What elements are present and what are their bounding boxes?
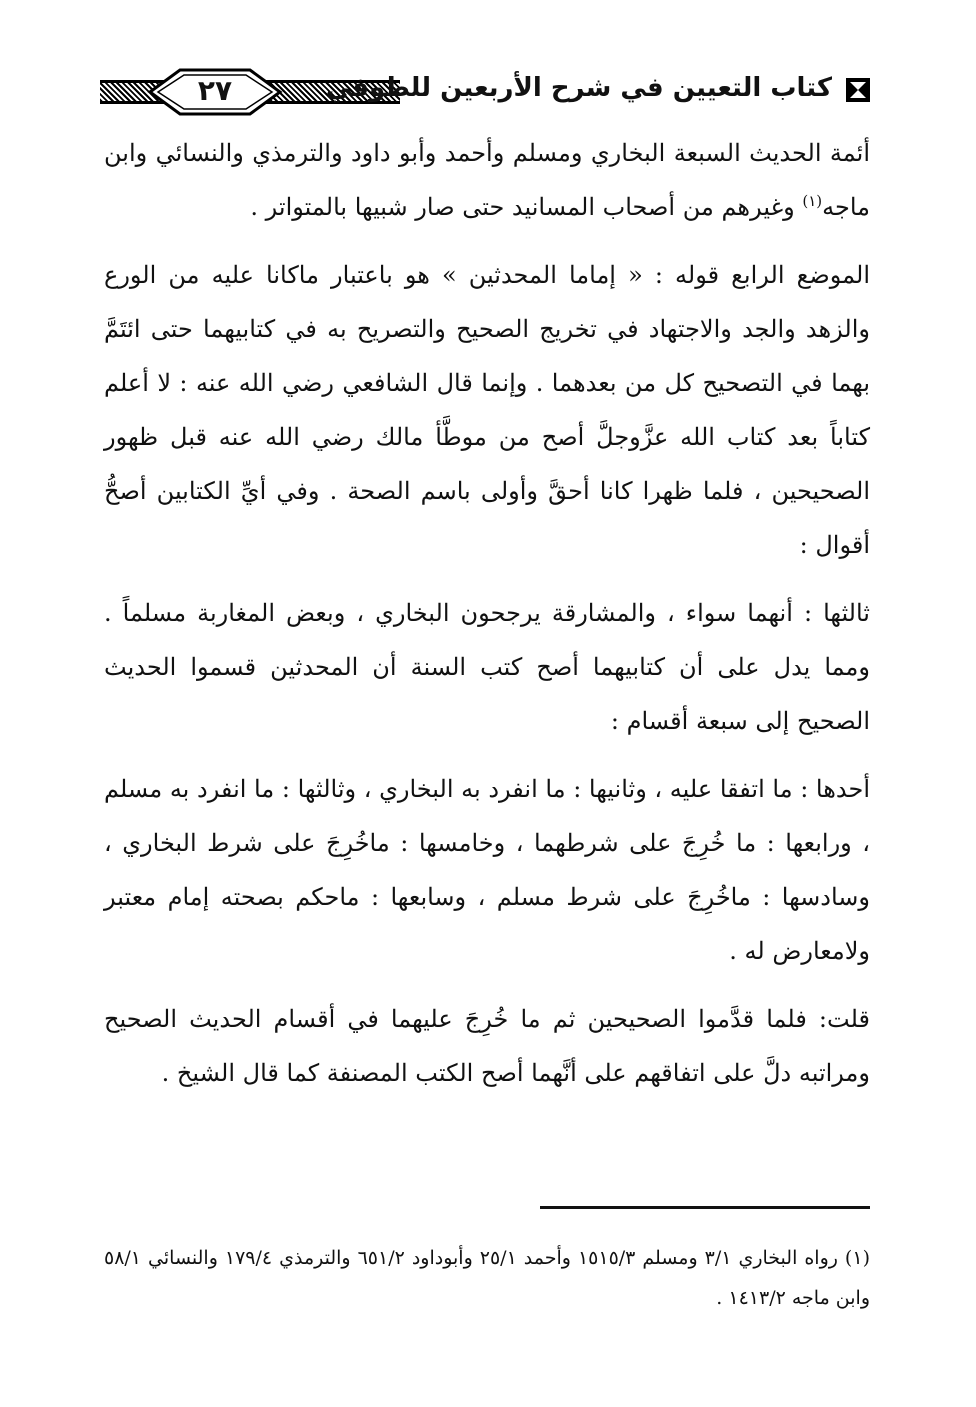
paragraph: أحدها : ما اتفقا عليه ، وثانيها : ما انفرد به البخاري ، وثالثها : ما انفرد به مسلم ، ورابعها : ما خُرِجَ على شرطهما ، وخامسها : ماخُرِجَ على شرط البخاري ، وسادسها : ماخُرِجَ على شرط مسلم ، وسابعها : ماحكم بصحته إمام معتبر ولامعارض له . [104,775,870,965]
main-text [104,126,870,1114]
footnote-reference: (١) [802,192,823,210]
footnotes [104,1238,870,1318]
footnote: (١) رواه البخاري ٣/١ ومسلم ١٥١٥/٣ وأحمد ٢٥/١ وأبوداود ٦٥١/٢ والترمذي ١٧٩/٤ والنسائي ٥٨/١ وابن ماجه ١٤١٣/٢ . [104,1247,870,1309]
paragraph: الموضع الرابع قوله : « إماما المحدثين » هو باعتبار ماكانا عليه من الورع والزهد والجد والاجتهاد في تخريج الصحيح والتصريح به في كتابيهما حتى ائتَمَّ بهما في التصحيح كل من بعدهما . وإنما قال الشافعي رضي الله عنه : لا أعلم كتاباً بعد كتاب الله عزَّوجلَّ أصح من موطَّأ مالك رضي الله عنه قبل ظهور الصحيحين ، فلما ظهرا كانا أحقَّ وأولى باسم الصحة . وفي أيِّ الكتابين أصحُّ أقوال : [104,261,870,559]
paragraph: قلت: فلما قدَّموا الصحيحين ثم ما خُرِجَ عليهما في أقسام الحديث الصحيح ومراتبه دلَّ على اتفاقهم على أنَّهما أصح الكتب المصنفة كما قال الشيخ . [104,1005,870,1087]
page-number: ٢٧ [197,74,233,107]
page-header [100,62,872,120]
page-number-badge [140,66,290,118]
paragraph-text: وغيرهم من أصحاب المسانيد حتى صار شبيها بالمتواتر . [250,193,803,221]
paragraph-text: أئمة الحديث السبعة البخاري ومسلم وأحمد وأبو داود والترمذي والنسائي وابن ماجه [104,139,870,221]
book-title: كتاب التعيين في شرح الأربعين للطوفي [325,73,832,103]
paragraph: ثالثها : أنهما سواء ، والمشارقة يرجحون البخاري ، وبعض المغاربة مسلماً . ومما يدل على أن كتابيهما أصح كتب السنة أن المحدثين قسموا الحديث الصحيح إلى سبعة أقسام : [104,599,870,735]
title-ornament-icon [844,76,872,104]
footnote-separator [540,1206,870,1209]
paragraph [104,126,870,234]
